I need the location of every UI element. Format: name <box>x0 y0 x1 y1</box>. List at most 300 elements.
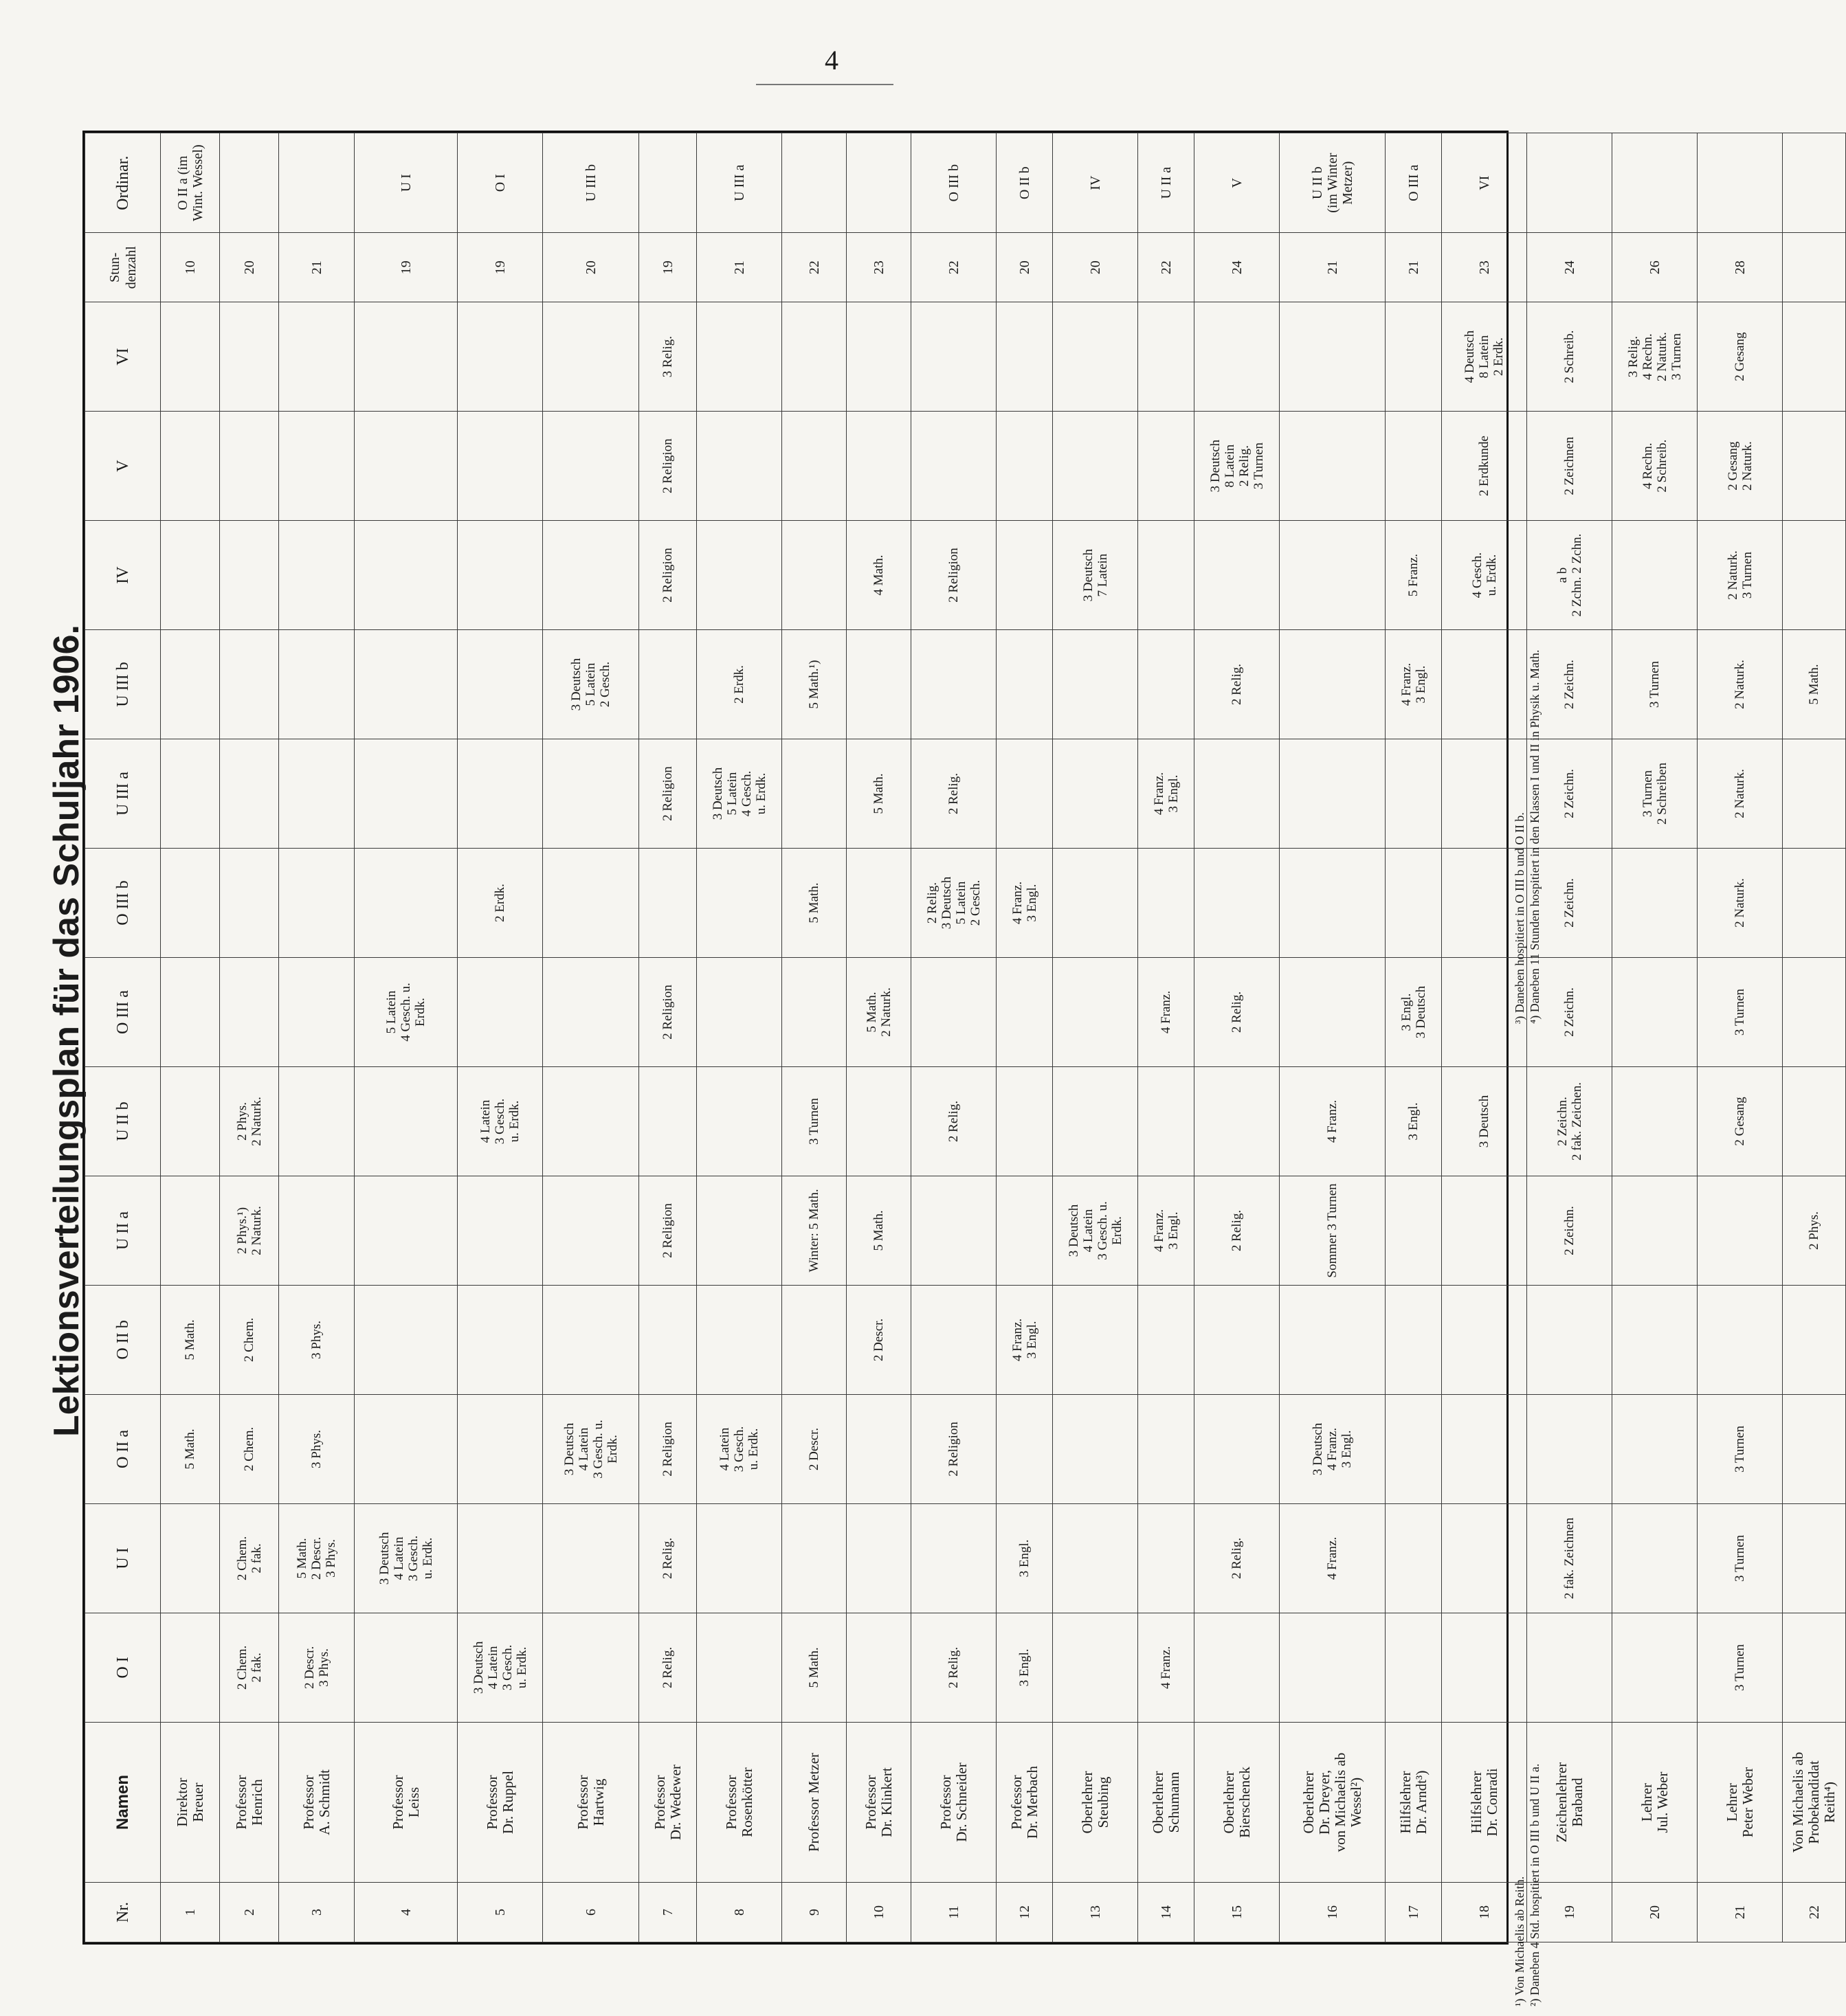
lesson-cell <box>782 1285 847 1394</box>
lesson-cell: 3 Deutsch <box>1442 1067 1527 1176</box>
lesson-cell <box>911 302 997 412</box>
table-row <box>997 133 1053 1942</box>
lesson-cell <box>1053 1503 1138 1613</box>
teacher-name: Professor Hartwig <box>543 1722 639 1882</box>
lesson-cell <box>1783 1067 1846 1176</box>
row-number: 3 <box>279 1883 355 1942</box>
lesson-cell <box>543 1176 639 1285</box>
ordinar-class: O II a (im Wint. Wessel) <box>161 133 220 233</box>
lesson-cell <box>1280 302 1386 412</box>
teacher-name: Professor Henrich <box>220 1722 279 1882</box>
lesson-cell <box>543 958 639 1067</box>
row-number: 10 <box>847 1883 911 1942</box>
table-row <box>355 133 458 1942</box>
lesson-cell: 2 Erdk. <box>458 849 543 958</box>
header-uiia: U II a <box>85 1176 161 1285</box>
lesson-cell: 5 Math. <box>782 1613 847 1722</box>
lesson-cell: 4 Latein 3 Gesch. u. Erdk. <box>697 1394 782 1503</box>
lesson-cell: 2 Religion <box>639 412 697 521</box>
lesson-cell <box>1138 630 1194 739</box>
lesson-cell <box>639 630 697 739</box>
lesson-cell <box>1612 958 1698 1067</box>
lesson-cell <box>161 849 220 958</box>
ordinar-class: U II b (im Winter Metzer) <box>1280 133 1386 233</box>
lesson-cell <box>279 302 355 412</box>
lesson-cell: 2 Religion <box>911 1394 997 1503</box>
lesson-cell <box>1138 849 1194 958</box>
hours-total: 21 <box>1280 233 1386 302</box>
lesson-cell: 2 Erdkunde <box>1442 412 1527 521</box>
lesson-cell: 4 Franz. <box>1138 1613 1194 1722</box>
lesson-cell <box>161 1613 220 1722</box>
lesson-cell <box>458 1176 543 1285</box>
lesson-cell <box>220 630 279 739</box>
lesson-cell: 4 Franz. 3 Engl. <box>997 849 1053 958</box>
lesson-cell: 3 Deutsch 5 Latein 2 Gesch. <box>543 630 639 739</box>
hours-total: 19 <box>639 233 697 302</box>
lesson-cell: 2 Chem. 2 fak. <box>220 1613 279 1722</box>
page-number-rule <box>756 84 893 85</box>
lesson-cell: 5 Franz. <box>1386 521 1442 630</box>
lesson-cell <box>697 302 782 412</box>
lesson-cell <box>355 630 458 739</box>
hours-total: 23 <box>1442 233 1527 302</box>
row-number: 12 <box>997 1883 1053 1942</box>
lesson-cell <box>639 1067 697 1176</box>
lesson-cell: 3 Deutsch 7 Latein <box>1053 521 1138 630</box>
teacher-name: Professor Metzer <box>782 1722 847 1882</box>
lesson-cell <box>458 739 543 849</box>
teacher-name: Lehrer Jul. Weber <box>1612 1722 1698 1882</box>
lesson-cell: 2 Phys. <box>1783 1176 1846 1285</box>
footnote-1: ¹) Von Michaelis ab Reith. <box>1513 1876 1526 2006</box>
teacher-name: Oberlehrer Bierschenck <box>1194 1722 1280 1882</box>
lesson-cell <box>1783 1503 1846 1613</box>
lesson-cell <box>1138 412 1194 521</box>
hours-total: 22 <box>1138 233 1194 302</box>
lesson-cell <box>161 1176 220 1285</box>
lesson-cell <box>279 849 355 958</box>
teacher-name: Professor A. Schmidt <box>279 1722 355 1882</box>
lesson-cell: 3 Turnen <box>1612 630 1698 739</box>
footnote-4: ⁴) Daneben 11 Stunden hospitiert in den Klassen I und II in Physik u. Math. <box>1528 649 1542 1024</box>
lesson-cell: 2 Gesang <box>1698 302 1783 412</box>
teacher-name: Professor Dr. Wedewer <box>639 1722 697 1882</box>
lesson-cell: 2 fak. Zeichnen <box>1527 1503 1612 1613</box>
lesson-cell: 5 Latein 4 Gesch. u. Erdk. <box>355 958 458 1067</box>
lesson-cell <box>355 1176 458 1285</box>
lesson-cell <box>543 849 639 958</box>
lesson-cell: 3 Phys. <box>279 1285 355 1394</box>
row-number: 4 <box>355 1883 458 1942</box>
lesson-cell: 2 Relig. <box>639 1503 697 1613</box>
lesson-cell: 2 Schreib. <box>1527 302 1612 412</box>
table-body <box>161 133 1846 1942</box>
lesson-cell: 2 Religion <box>639 1394 697 1503</box>
footnotes <box>1512 1031 1548 2006</box>
lesson-cell <box>1386 412 1442 521</box>
lesson-cell <box>1698 1285 1783 1394</box>
lesson-cell <box>782 412 847 521</box>
lesson-cell <box>1053 1285 1138 1394</box>
lesson-cell <box>279 630 355 739</box>
header-ui: U I <box>85 1503 161 1613</box>
lesson-cell <box>279 412 355 521</box>
lesson-cell <box>1053 849 1138 958</box>
table-row <box>1386 133 1442 1942</box>
lesson-cell <box>543 1503 639 1613</box>
hours-total: 21 <box>1386 233 1442 302</box>
lesson-cell <box>1612 1394 1698 1503</box>
lesson-cell: 2 Gesang <box>1698 1067 1783 1176</box>
hours-total: 20 <box>543 233 639 302</box>
lesson-cell <box>1386 1176 1442 1285</box>
ordinar-class <box>1612 133 1698 233</box>
lesson-cell <box>911 630 997 739</box>
lesson-cell <box>1612 1067 1698 1176</box>
lesson-cell: 2 Relig. <box>911 1067 997 1176</box>
lesson-cell <box>1612 1503 1698 1613</box>
lesson-cell <box>1386 302 1442 412</box>
lesson-cell <box>458 1285 543 1394</box>
lesson-cell <box>997 1067 1053 1176</box>
hours-total: 26 <box>1612 233 1698 302</box>
row-number: 9 <box>782 1883 847 1942</box>
ordinar-class: IV <box>1053 133 1138 233</box>
lesson-cell <box>1053 302 1138 412</box>
lesson-cell: 5 Math. 2 Descr. 3 Phys. <box>279 1503 355 1613</box>
lesson-cell: 2 Religion <box>639 958 697 1067</box>
lesson-cell: 5 Math. <box>847 1176 911 1285</box>
lesson-cell <box>997 521 1053 630</box>
hours-total: 21 <box>697 233 782 302</box>
lesson-cell <box>161 521 220 630</box>
lesson-cell <box>847 412 911 521</box>
hours-total: 20 <box>997 233 1053 302</box>
ordinar-class <box>639 133 697 233</box>
teacher-name: Professor Dr. Ruppel <box>458 1722 543 1882</box>
lesson-cell: 4 Franz. 3 Engl. <box>1386 630 1442 739</box>
ordinar-class <box>782 133 847 233</box>
lesson-cell <box>1138 1394 1194 1503</box>
lesson-cell: 4 Franz. 3 Engl. <box>1138 739 1194 849</box>
lesson-cell <box>1280 412 1386 521</box>
hours-total: 19 <box>458 233 543 302</box>
hours-total: 22 <box>911 233 997 302</box>
teacher-name: Hilfslehrer Dr. Arndt³) <box>1386 1722 1442 1882</box>
lesson-cell: 3 Deutsch 4 Latein 3 Gesch. u. Erdk. <box>458 1613 543 1722</box>
lesson-cell: 2 Naturk. 3 Turnen <box>1698 521 1783 630</box>
lesson-cell: 5 Math. <box>1783 630 1846 739</box>
lesson-cell <box>1612 1176 1698 1285</box>
lesson-cell <box>543 1285 639 1394</box>
lesson-cell: 2 Zeichn. <box>1527 1176 1612 1285</box>
lesson-cell: 3 Turnen 2 Schreiben <box>1612 739 1698 849</box>
lesson-cell <box>355 521 458 630</box>
lesson-cell <box>697 1285 782 1394</box>
lesson-cell <box>220 739 279 849</box>
header-uiiia: U III a <box>85 739 161 849</box>
lesson-cell <box>1783 412 1846 521</box>
header-uiib: U II b <box>85 1067 161 1176</box>
lesson-cell: 2 Relig. <box>911 1613 997 1722</box>
lesson-cell <box>1053 1394 1138 1503</box>
teacher-name: Professor Rosenkötter <box>697 1722 782 1882</box>
lesson-cell <box>697 521 782 630</box>
row-number: 1 <box>161 1883 220 1942</box>
lesson-cell <box>697 412 782 521</box>
row-number: 5 <box>458 1883 543 1942</box>
header-vi: VI <box>85 302 161 412</box>
hours-total <box>1783 233 1846 302</box>
lesson-cell <box>1698 1176 1783 1285</box>
ordinar-class: U I <box>355 133 458 233</box>
table-row <box>697 133 782 1942</box>
row-number: 20 <box>1612 1883 1698 1942</box>
lesson-cell <box>782 1503 847 1613</box>
lesson-cell: 2 Relig. <box>1194 958 1280 1067</box>
lesson-cell <box>458 958 543 1067</box>
lesson-cell <box>911 412 997 521</box>
lesson-cell <box>1612 849 1698 958</box>
ordinar-class: V <box>1194 133 1280 233</box>
lesson-cell: 2 Zeichn. <box>1527 958 1612 1067</box>
lesson-plan-table <box>85 133 1846 1942</box>
lesson-cell <box>161 739 220 849</box>
lesson-cell: 4 Deutsch 8 Latein 2 Erdk. <box>1442 302 1527 412</box>
footnotes-frame <box>1512 1031 1548 2006</box>
lesson-cell: 2 Zeichn. <box>1527 849 1612 958</box>
ordinar-class <box>847 133 911 233</box>
teacher-name: Oberlehrer Schumann <box>1138 1722 1194 1882</box>
lesson-cell <box>1053 739 1138 849</box>
header-uiiib: U III b <box>85 630 161 739</box>
lesson-cell: 5 Math. 2 Naturk. <box>847 958 911 1067</box>
header-oiib: O II b <box>85 1285 161 1394</box>
lesson-cell <box>1053 1067 1138 1176</box>
lesson-cell <box>220 521 279 630</box>
teacher-name: Hilfslehrer Dr. Conradi <box>1442 1722 1527 1882</box>
table-row <box>1138 133 1194 1942</box>
lesson-cell: 2 Relig. <box>1194 1176 1280 1285</box>
lesson-cell: 3 Deutsch 4 Latein 3 Gesch. u. Erdk. <box>543 1394 639 1503</box>
lesson-cell <box>997 1394 1053 1503</box>
lesson-cell <box>847 302 911 412</box>
lesson-cell <box>1386 1503 1442 1613</box>
lesson-cell: 5 Math. <box>161 1285 220 1394</box>
ordinar-class <box>279 133 355 233</box>
lesson-cell: 3 Relig. <box>639 302 697 412</box>
table-row <box>1194 133 1280 1942</box>
lesson-cell <box>1612 1613 1698 1722</box>
lesson-cell <box>355 412 458 521</box>
lesson-cell <box>1053 630 1138 739</box>
lesson-cell <box>543 1613 639 1722</box>
table-row <box>782 133 847 1942</box>
lesson-cell <box>1194 302 1280 412</box>
lesson-cell: 4 Latein 3 Gesch. u. Erdk. <box>458 1067 543 1176</box>
header-stundenzahl: Stun- denzahl <box>85 233 161 302</box>
lesson-cell <box>847 849 911 958</box>
lesson-cell <box>911 1503 997 1613</box>
header-namen: Namen <box>85 1722 161 1882</box>
lesson-cell <box>1194 1285 1280 1394</box>
lesson-cell: 3 Deutsch 4 Franz. 3 Engl. <box>1280 1394 1386 1503</box>
lesson-cell: 5 Math. <box>161 1394 220 1503</box>
lesson-cell <box>697 1503 782 1613</box>
lesson-cell <box>355 302 458 412</box>
lesson-cell: 2 Relig. <box>911 739 997 849</box>
hours-total: 10 <box>161 233 220 302</box>
lesson-cell <box>1783 1394 1846 1503</box>
lesson-cell <box>355 1067 458 1176</box>
lesson-cell: 2 Descr. <box>782 1394 847 1503</box>
lesson-cell <box>1783 521 1846 630</box>
lesson-cell <box>220 412 279 521</box>
table-header-row <box>85 133 161 1942</box>
lesson-cell: 3 Engl. <box>997 1613 1053 1722</box>
table-row <box>911 133 997 1942</box>
lesson-cell <box>911 958 997 1067</box>
hours-total: 22 <box>782 233 847 302</box>
lesson-cell <box>1138 1503 1194 1613</box>
lesson-cell <box>1053 958 1138 1067</box>
row-number: 8 <box>697 1883 782 1942</box>
ordinar-class <box>1698 133 1783 233</box>
lesson-cell <box>782 302 847 412</box>
hours-total: 28 <box>1698 233 1783 302</box>
row-number: 14 <box>1138 1883 1194 1942</box>
lesson-cell <box>1386 1394 1442 1503</box>
lesson-cell <box>1612 521 1698 630</box>
lesson-cell <box>1053 1613 1138 1722</box>
lesson-cell: 3 Deutsch 8 Latein 2 Relig. 3 Turnen <box>1194 412 1280 521</box>
teacher-name: Professor Dr. Klinkert <box>847 1722 911 1882</box>
lesson-cell <box>458 1503 543 1613</box>
lesson-cell <box>1783 302 1846 412</box>
lesson-cell <box>161 1067 220 1176</box>
hours-total: 20 <box>220 233 279 302</box>
lesson-cell: a b 2 Zchn. 2 Zchn. <box>1527 521 1612 630</box>
header-v: V <box>85 412 161 521</box>
ordinar-class <box>1783 133 1846 233</box>
lesson-cell <box>782 521 847 630</box>
ordinar-class: U II a <box>1138 133 1194 233</box>
hours-total: 19 <box>355 233 458 302</box>
teacher-name: Von Michaelis ab Probekandidat Reith⁴) <box>1783 1722 1846 1882</box>
lesson-cell <box>279 958 355 1067</box>
lesson-cell <box>997 739 1053 849</box>
ordinar-class: U III a <box>697 133 782 233</box>
lesson-cell <box>458 521 543 630</box>
row-number: 2 <box>220 1883 279 1942</box>
lesson-cell <box>220 849 279 958</box>
ordinar-class <box>220 133 279 233</box>
teacher-name: Direktor Breuer <box>161 1722 220 1882</box>
header-oiiia: O III a <box>85 958 161 1067</box>
lesson-cell <box>1194 849 1280 958</box>
lesson-cell <box>355 1394 458 1503</box>
lesson-cell: 2 Phys. 2 Naturk. <box>220 1067 279 1176</box>
lesson-cell: 4 Franz. 3 Engl. <box>997 1285 1053 1394</box>
lesson-cell <box>458 1394 543 1503</box>
lesson-cell: 2 Chem. <box>220 1394 279 1503</box>
lesson-cell <box>543 412 639 521</box>
ordinar-class: VI <box>1442 133 1527 233</box>
lesson-cell: 4 Gesch. u. Erdk. <box>1442 521 1527 630</box>
lesson-cell <box>847 1503 911 1613</box>
header-nr: Nr. <box>85 1883 161 1942</box>
lesson-cell <box>279 1176 355 1285</box>
table-row <box>458 133 543 1942</box>
hours-total: 24 <box>1194 233 1280 302</box>
teacher-name: Professor Leiss <box>355 1722 458 1882</box>
lesson-cell: 3 Engl. <box>1386 1067 1442 1176</box>
row-number: 21 <box>1698 1883 1783 1942</box>
lesson-cell <box>1138 302 1194 412</box>
lesson-cell <box>1053 412 1138 521</box>
lesson-cell <box>1280 1613 1386 1722</box>
lesson-cell <box>697 849 782 958</box>
table-row <box>279 133 355 1942</box>
lesson-cell: 5 Math. <box>847 739 911 849</box>
lesson-cell: 3 Deutsch 5 Latein 4 Gesch. u. Erdk. <box>697 739 782 849</box>
lesson-cell <box>911 1285 997 1394</box>
lesson-cell <box>847 630 911 739</box>
lesson-cell <box>458 302 543 412</box>
lesson-cell: 4 Franz. <box>1280 1503 1386 1613</box>
lesson-cell <box>997 630 1053 739</box>
lesson-cell <box>161 302 220 412</box>
lesson-cell <box>220 958 279 1067</box>
ordinar-class: O III b <box>911 133 997 233</box>
hours-total: 23 <box>847 233 911 302</box>
lesson-cell: 4 Franz. <box>1280 1067 1386 1176</box>
lesson-cell <box>458 412 543 521</box>
lesson-cell: 3 Engl. <box>997 1503 1053 1613</box>
lesson-cell: 2 Naturk. <box>1698 739 1783 849</box>
lesson-cell <box>1280 630 1386 739</box>
lesson-cell: 2 Religion <box>639 521 697 630</box>
teacher-name: Oberlehrer Steubing <box>1053 1722 1138 1882</box>
table-row <box>220 133 279 1942</box>
lesson-cell <box>697 1613 782 1722</box>
table-row <box>1783 133 1846 1942</box>
lesson-cell <box>543 1067 639 1176</box>
lesson-cell: 2 Phys.¹) 2 Naturk. <box>220 1176 279 1285</box>
lesson-cell <box>1194 521 1280 630</box>
lesson-cell <box>639 849 697 958</box>
row-number: 7 <box>639 1883 697 1942</box>
header-ordinar: Ordinar. <box>85 133 161 233</box>
lesson-cell: 2 Zeichnen <box>1527 412 1612 521</box>
hours-total: 20 <box>1053 233 1138 302</box>
header-oiiib: O III b <box>85 849 161 958</box>
lesson-cell: 2 Descr. <box>847 1285 911 1394</box>
row-number: 13 <box>1053 1883 1138 1942</box>
footnote-3: ³) Daneben hospitiert in O III b und O II b. <box>1513 812 1526 1024</box>
lesson-cell <box>355 1285 458 1394</box>
lesson-cell: 2 Relig. <box>1194 1503 1280 1613</box>
lesson-cell <box>697 1176 782 1285</box>
lesson-cell <box>355 1613 458 1722</box>
lesson-cell: 2 Chem. <box>220 1285 279 1394</box>
footnotes-2 <box>1512 131 1548 1024</box>
lesson-cell <box>1138 1285 1194 1394</box>
lesson-cell <box>697 958 782 1067</box>
lesson-cell <box>847 1067 911 1176</box>
lesson-cell <box>997 412 1053 521</box>
